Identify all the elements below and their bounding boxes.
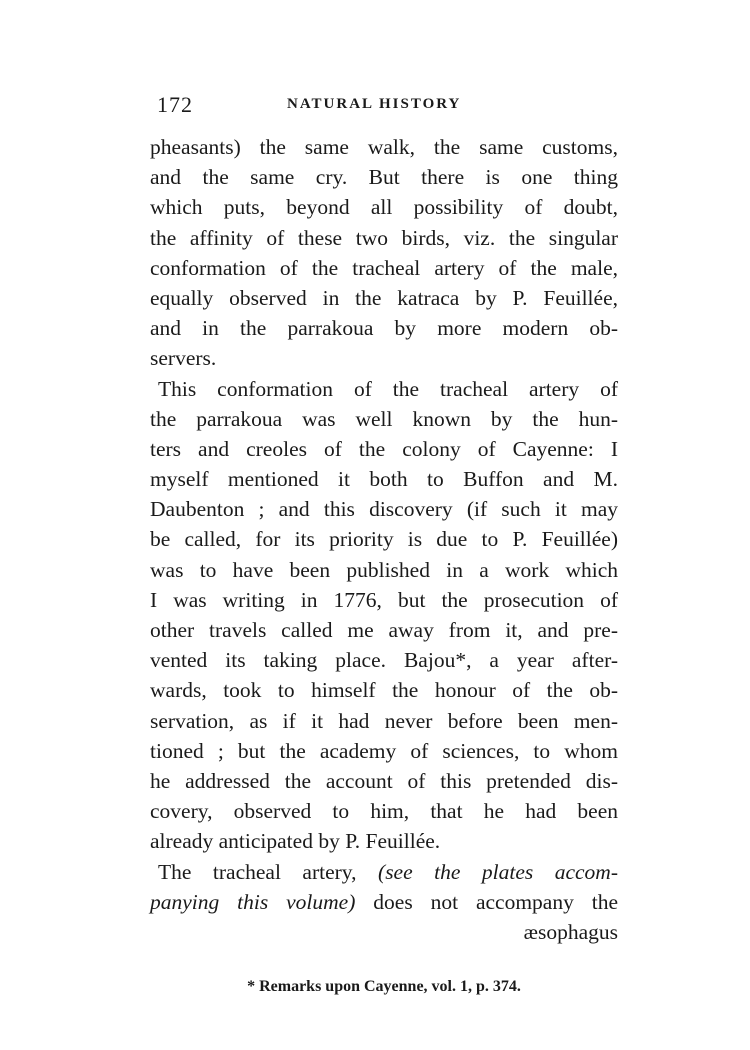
text-line: This conformation of the tracheal artery of (158, 376, 618, 401)
text-line (150, 887, 618, 917)
catchword: æsophagus (523, 919, 618, 944)
text-line: other travels called me away from it, and pre- (150, 618, 618, 642)
text-line: and the same cry. But there is one thing (150, 165, 618, 190)
text-line: covery, observed to him, that he had been (150, 799, 618, 824)
text-line: conformation of the tracheal artery of the male, (150, 255, 618, 280)
body-text (150, 132, 618, 947)
text-line: be called, for its priority is due to P. Feuillée) (150, 527, 618, 552)
text-line: myself mentioned it both to Buffon and M. (150, 467, 618, 492)
text-line: servers. (150, 346, 217, 371)
page-number: 172 (157, 92, 193, 117)
italic-text: panying this volume) (150, 889, 356, 914)
text-line: servation, as if it had never before been men- (150, 708, 618, 733)
text-line: equally observed in the katraca by P. Feuillée, (150, 285, 618, 310)
running-head: NATURAL HISTORY (287, 96, 462, 112)
text-line: tioned ; but the academy of sciences, to whom (150, 738, 618, 763)
text-line: vented its taking place. Bajou*, a year after- (150, 648, 618, 673)
text-line: the affinity of these two birds, viz. the singular (150, 225, 618, 250)
text-line: the parrakoua was well known by the hun- (150, 406, 618, 431)
text-line: already anticipated by P. Feuillée. (150, 829, 441, 854)
text-line: pheasants) the same walk, the same customs, (150, 135, 618, 159)
footnote: * Remarks upon Cayenne, vol. 1, p. 374. (247, 978, 521, 995)
text-span: does not accompany the (355, 889, 619, 914)
text-line (150, 857, 618, 887)
text-line: I was writing in 1776, but the prosecution of (150, 587, 618, 612)
text-line: ters and creoles of the colony of Cayenne: I (150, 436, 618, 461)
text-line: was to have been published in a work which (150, 557, 618, 582)
text-line: Daubenton ; and this discovery (if such it may (150, 497, 618, 522)
italic-text: (see the plates accom- (378, 859, 618, 884)
text-span: The tracheal artery, (158, 859, 379, 884)
text-line: he addressed the account of this pretended dis- (150, 768, 618, 793)
page-header (157, 92, 617, 120)
text-line: and in the parrakoua by more modern ob- (150, 316, 618, 341)
text-line: wards, took to himself the honour of the ob- (150, 678, 618, 703)
text-line: which puts, beyond all possibility of doubt, (150, 195, 618, 220)
